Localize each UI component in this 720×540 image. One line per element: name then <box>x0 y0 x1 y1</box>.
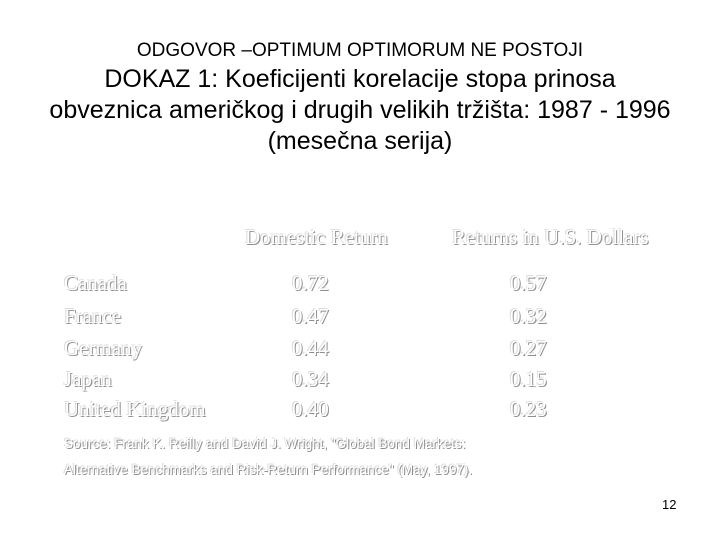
cell-usd: 0.15 <box>510 367 547 391</box>
source-note-line: Alternative Benchmarks and Risk-Return Performance" (May, 1997). <box>64 462 473 477</box>
row-label: France <box>64 304 122 328</box>
source-note-line: Source: Frank K. Reilly and David J. Wright, "Global Bond Markets: <box>64 436 466 451</box>
row-label: United Kingdom <box>64 397 206 421</box>
cell-domestic: 0.47 <box>292 304 329 328</box>
row-label: Canada <box>64 271 127 295</box>
cell-usd: 0.27 <box>510 336 547 360</box>
cell-domestic: 0.72 <box>292 271 329 295</box>
slide-title-line: obveznica američkog i drugih velikih tržišta: 1987 - 1996 <box>49 96 671 124</box>
slide-title-line: (mesečna serija) <box>267 127 453 155</box>
slide-subtitle: ODGOVOR –OPTIMUM OPTIMORUM NE POSTOJI <box>136 40 584 61</box>
column-header-domestic: Domestic Return <box>245 225 388 249</box>
cell-domestic: 0.44 <box>292 336 329 360</box>
cell-usd: 0.23 <box>510 397 547 421</box>
cell-domestic: 0.34 <box>292 367 329 391</box>
column-header-usd: Returns in U.S. Dollars <box>452 225 649 249</box>
cell-domestic: 0.40 <box>292 397 329 421</box>
page-number: 12 <box>662 497 677 512</box>
row-label: Germany <box>64 336 143 360</box>
cell-usd: 0.32 <box>510 304 547 328</box>
slide-title-line: DOKAZ 1: Koeficijenti korelacije stopa prinosa <box>104 65 616 93</box>
row-label: Japan <box>64 367 112 391</box>
cell-usd: 0.57 <box>510 271 547 295</box>
